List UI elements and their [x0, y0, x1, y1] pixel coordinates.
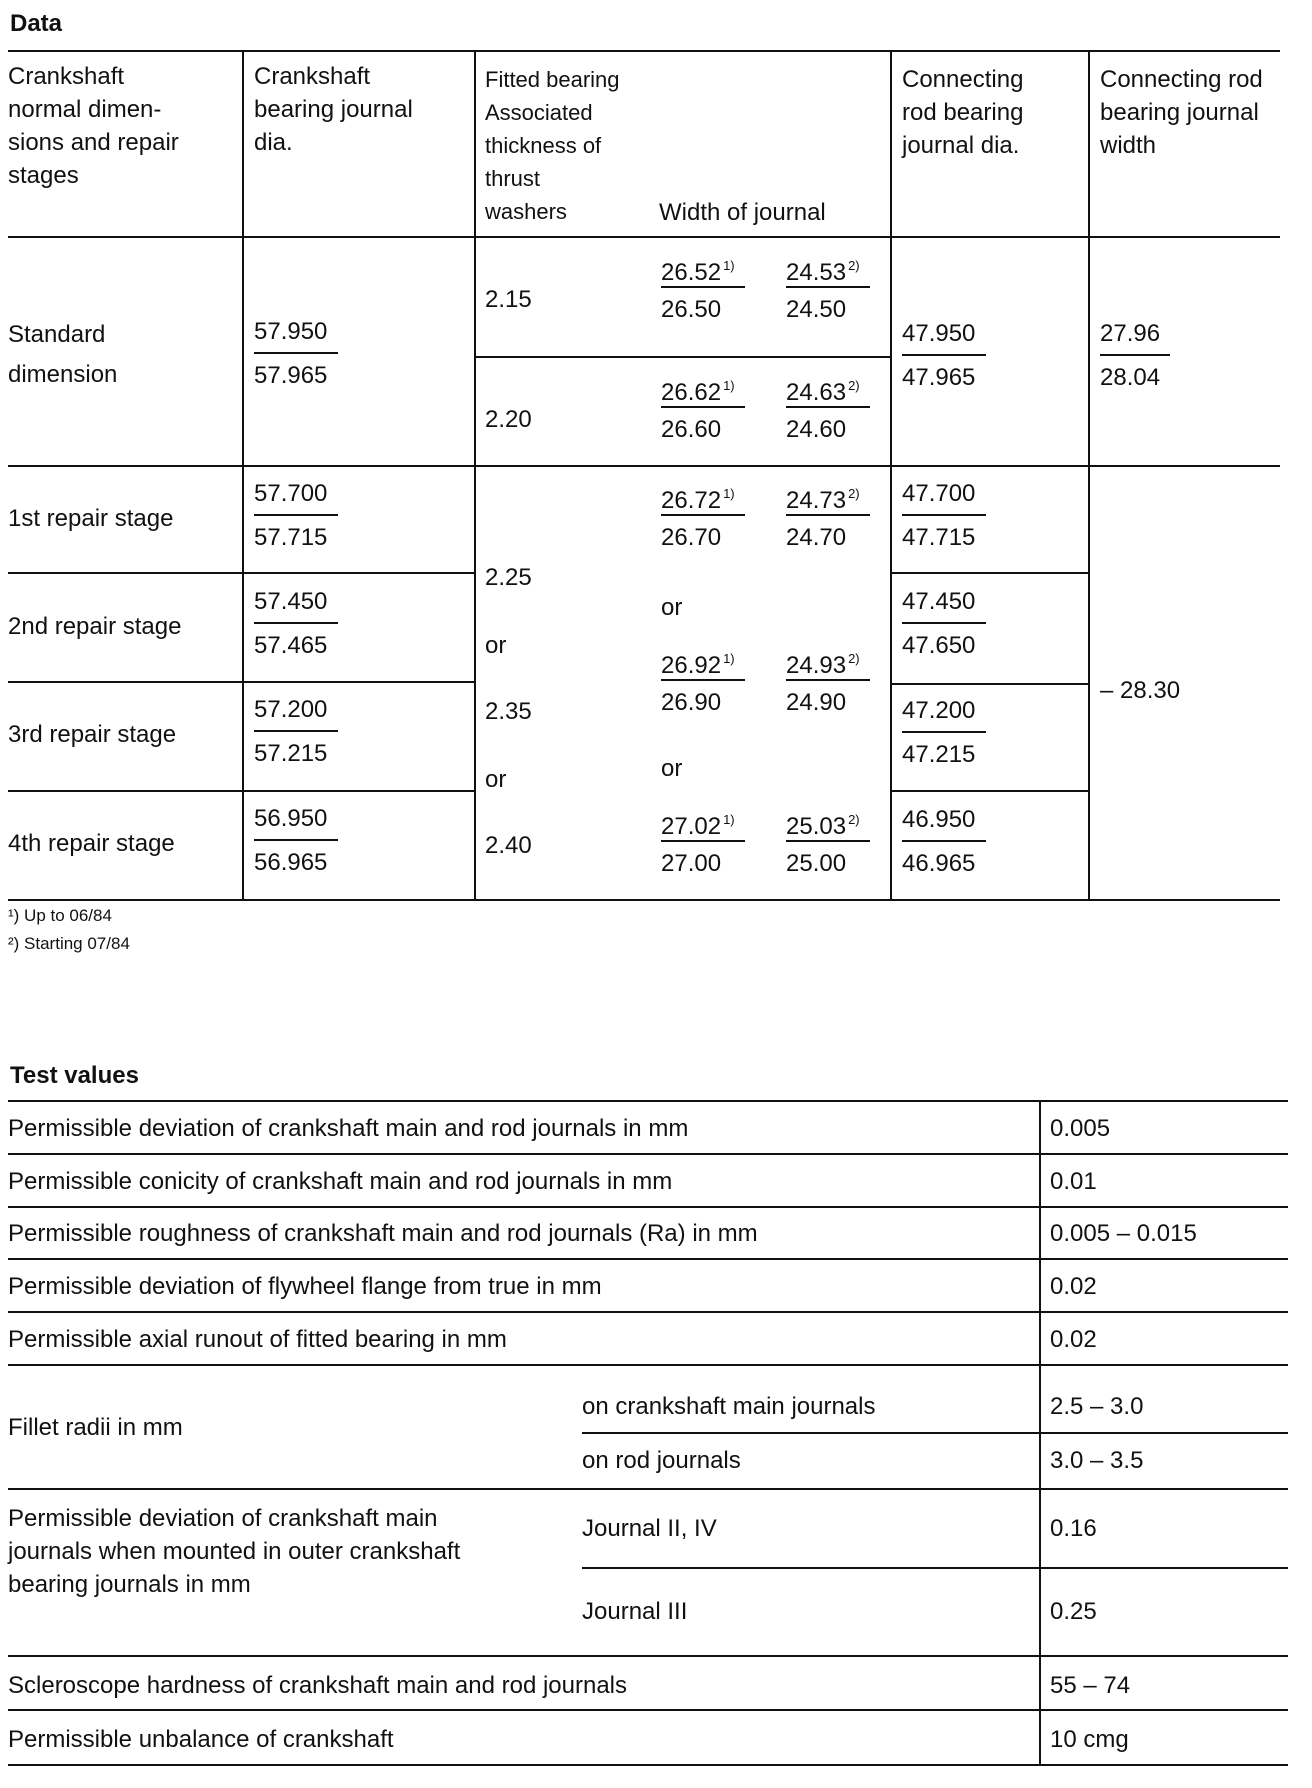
stage-3-label: 3rd repair stage [8, 721, 177, 748]
repair-width-or-2: or [661, 755, 683, 782]
repair-width-2b: 24.93 $^{2)}$ 24.90 [786, 645, 872, 717]
stage-2-label: 2nd repair stage [8, 613, 182, 640]
journal-ii-iv-value: 0.16 [1050, 1515, 1097, 1542]
standard-washer-b: 2.20 [485, 406, 532, 433]
stage-1-journal-dia: 57.700 57.715 [254, 480, 340, 552]
repair-width-2a: 26.92 $^{1)}$ 26.90 [661, 645, 747, 717]
repair-washer-2: 2.35 [485, 698, 532, 725]
stage-4-journal-dia: 56.950 56.965 [254, 805, 340, 877]
stage-2-rod-dia: 47.450 47.650 [902, 588, 988, 660]
repair-washer-1: 2.25 [485, 564, 532, 591]
test-row-5-label: Permissible axial runout of fitted bearing in mm [8, 1326, 507, 1353]
stage-3-rod-dia: 47.200 47.215 [902, 697, 988, 769]
fillet-rod-journals-value: 3.0 – 3.5 [1050, 1447, 1144, 1474]
journal-ii-iv-label: Journal II, IV [582, 1515, 717, 1542]
test-row-1-value: 0.005 [1050, 1115, 1111, 1142]
scleroscope-label: Scleroscope hardness of crankshaft main and rod journals [8, 1672, 628, 1699]
scleroscope-value: 55 – 74 [1050, 1672, 1131, 1699]
journal-iii-label: Journal III [582, 1598, 688, 1625]
stage-4-label: 4th repair stage [8, 830, 175, 857]
standard-width-a1: 26.52 $^{1)}$ 26.50 [661, 252, 747, 324]
repair-width-3b: 25.03 $^{2)}$ 25.00 [786, 806, 872, 878]
mounted-deviation-label: Permissible deviation of crankshaft main journals when mounted in outer crankshaft bearing journals in mm [8, 1505, 461, 1598]
fillet-main-journals-value: 2.5 – 3.0 [1050, 1393, 1144, 1420]
standard-rod-dia: 47.950 47.965 [902, 320, 988, 392]
repair-washer-or-2: or [485, 766, 507, 793]
header-bearing-journal-dia: Crankshaft bearing journal dia. [254, 63, 413, 156]
repair-width-1b: 24.73 $^{2)}$ 24.70 [786, 480, 872, 552]
standard-dimension-label: Standard dimension [8, 321, 118, 388]
journal-iii-value: 0.25 [1050, 1598, 1097, 1625]
standard-washer-a: 2.15 [485, 286, 532, 313]
stage-1-label: 1st repair stage [8, 505, 174, 532]
repair-washer-3: 2.40 [485, 832, 532, 859]
stage-4-rod-dia: 46.950 46.965 [902, 806, 988, 878]
repair-rod-width: – 28.30 [1100, 677, 1181, 704]
header-width-of-journal: Width of journal [659, 199, 826, 226]
test-row-3-value: 0.005 – 0.015 [1050, 1220, 1197, 1247]
repair-width-3a: 27.02 $^{1)}$ 27.00 [661, 806, 747, 878]
standard-width-b1: 26.62 $^{1)}$ 26.60 [661, 372, 747, 444]
footnote-1: ¹) Up to 06/84 [8, 906, 112, 925]
fillet-rod-journals-label: on rod journals [582, 1447, 741, 1474]
header-crankshaft-stages: Crankshaft normal dimen- sions and repair stages [8, 63, 179, 189]
test-row-4-value: 0.02 [1050, 1273, 1097, 1300]
test-row-5-value: 0.02 [1050, 1326, 1097, 1353]
test-row-3-label: Permissible roughness of crankshaft main and rod journals (Ra) in mm [8, 1220, 758, 1247]
header-rod-bearing-dia: Connecting rod bearing journal dia. [902, 66, 1024, 159]
repair-width-or-1: or [661, 594, 683, 621]
repair-washer-or-1: or [485, 632, 507, 659]
standard-journal-dia: 57.950 57.965 [254, 318, 340, 390]
header-rod-journal-width: Connecting rod bearing journal width [1100, 66, 1263, 159]
stage-3-journal-dia: 57.200 57.215 [254, 696, 340, 768]
data-title: Data [10, 10, 63, 37]
repair-width-1a: 26.72 $^{1)}$ 26.70 [661, 480, 747, 552]
unbalance-value: 10 cmg [1050, 1726, 1129, 1753]
standard-rod-width: 27.96 28.04 [1100, 320, 1186, 392]
test-row-2-value: 0.01 [1050, 1168, 1097, 1195]
stage-1-rod-dia: 47.700 47.715 [902, 480, 988, 552]
fillet-main-journals-label: on crankshaft main journals [582, 1393, 876, 1420]
stage-2-journal-dia: 57.450 57.465 [254, 588, 340, 660]
header-fitted-bearing: Fitted bearing Associated thickness of thrust washers [485, 67, 620, 224]
test-row-4-label: Permissible deviation of flywheel flange from true in mm [8, 1273, 602, 1300]
test-row-1-label: Permissible deviation of crankshaft main and rod journals in mm [8, 1115, 689, 1142]
unbalance-label: Permissible unbalance of crankshaft [8, 1726, 394, 1753]
test-values-title: Test values [10, 1062, 139, 1089]
test-row-2-label: Permissible conicity of crankshaft main and rod journals in mm [8, 1168, 673, 1195]
fillet-radii-label: Fillet radii in mm [8, 1414, 183, 1441]
standard-width-a2: 24.53 $^{2)}$ 24.50 [786, 252, 872, 324]
standard-width-b2: 24.63 $^{2)}$ 24.60 [786, 372, 872, 444]
footnote-2: ²) Starting 07/84 [8, 934, 130, 953]
